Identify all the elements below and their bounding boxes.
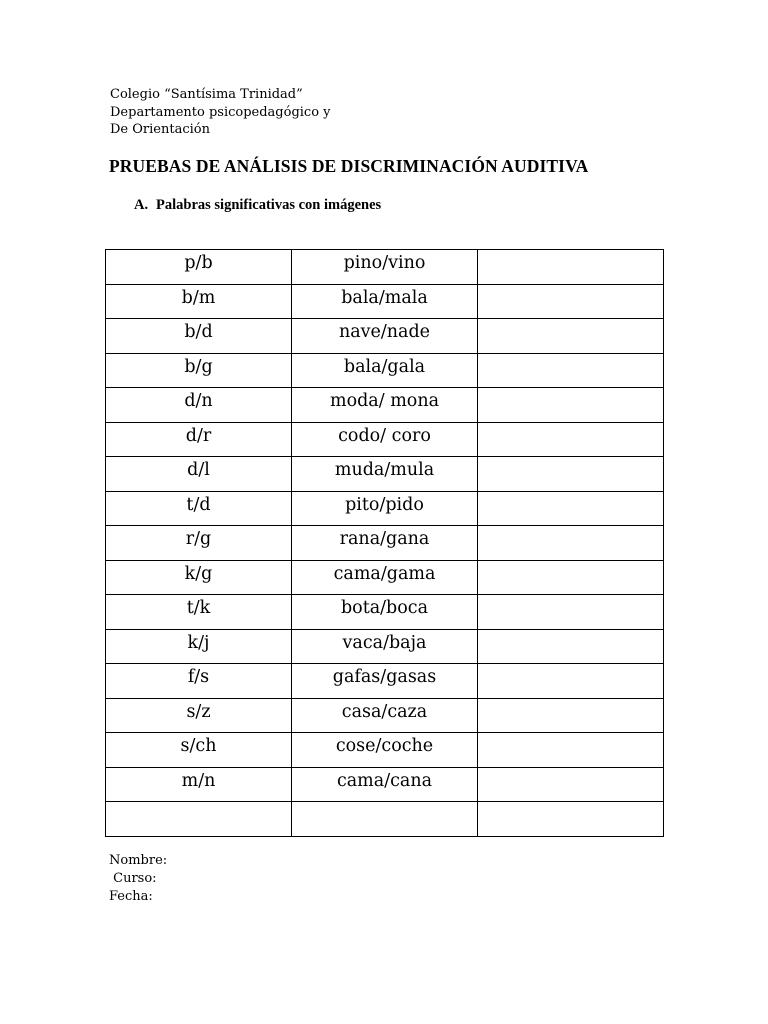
- image-cell: [478, 422, 664, 457]
- word-pair-cell: moda/ mona: [292, 388, 478, 423]
- table-row: [106, 526, 664, 561]
- image-cell: [478, 733, 664, 768]
- table-row: [106, 664, 664, 699]
- phoneme-pair-cell: f/s: [106, 664, 292, 699]
- word-pair-cell: codo/ coro: [292, 422, 478, 457]
- phoneme-pair-cell: b/g: [106, 353, 292, 388]
- word-pair-cell: [292, 802, 478, 837]
- table-row: [106, 733, 664, 768]
- department-line-continued: De Orientación: [110, 122, 210, 137]
- phoneme-pair-cell: m/n: [106, 767, 292, 802]
- image-cell: [478, 767, 664, 802]
- phoneme-pair-cell: k/g: [106, 560, 292, 595]
- table-row: [106, 457, 664, 492]
- image-cell: [478, 629, 664, 664]
- image-cell: [478, 595, 664, 630]
- word-pair-cell: cama/cana: [292, 767, 478, 802]
- table-body: [106, 250, 664, 837]
- table-row: [106, 802, 664, 837]
- table-row: [106, 422, 664, 457]
- table-row: [106, 491, 664, 526]
- table-row: [106, 767, 664, 802]
- table-row: [106, 250, 664, 285]
- table-row: [106, 629, 664, 664]
- phoneme-pair-cell: [106, 802, 292, 837]
- image-cell: [478, 526, 664, 561]
- school-header: [110, 86, 331, 139]
- table-row: [106, 353, 664, 388]
- phoneme-pair-cell: d/l: [106, 457, 292, 492]
- section-label: Palabras significativas con imágenes: [156, 197, 382, 213]
- table-row: [106, 698, 664, 733]
- image-cell: [478, 457, 664, 492]
- section-letter: A.: [134, 197, 149, 213]
- phoneme-pair-cell: t/d: [106, 491, 292, 526]
- image-cell: [478, 319, 664, 354]
- word-pair-cell: bota/boca: [292, 595, 478, 630]
- image-cell: [478, 560, 664, 595]
- image-cell: [478, 664, 664, 699]
- image-cell: [478, 698, 664, 733]
- date-label: Fecha:: [109, 889, 153, 904]
- word-pair-cell: rana/gana: [292, 526, 478, 561]
- word-pair-cell: nave/nade: [292, 319, 478, 354]
- word-pair-cell: casa/caza: [292, 698, 478, 733]
- phoneme-pair-cell: d/r: [106, 422, 292, 457]
- word-pair-cell: muda/mula: [292, 457, 478, 492]
- phoneme-pair-cell: r/g: [106, 526, 292, 561]
- phoneme-pair-cell: k/j: [106, 629, 292, 664]
- word-pair-cell: vaca/baja: [292, 629, 478, 664]
- word-pair-cell: pito/pido: [292, 491, 478, 526]
- phoneme-pair-cell: s/z: [106, 698, 292, 733]
- phoneme-pair-cell: d/n: [106, 388, 292, 423]
- image-cell: [478, 388, 664, 423]
- department-line: Departamento psicopedagógico y: [110, 104, 331, 120]
- word-pair-cell: bala/mala: [292, 284, 478, 319]
- document-title: PRUEBAS DE ANÁLISIS DE DISCRIMINACIÓN AUDITIVA: [109, 156, 589, 176]
- phoneme-pair-cell: s/ch: [106, 733, 292, 768]
- word-pair-cell: bala/gala: [292, 353, 478, 388]
- image-cell: [478, 491, 664, 526]
- phoneme-pair-cell: b/m: [106, 284, 292, 319]
- word-pair-cell: gafas/gasas: [292, 664, 478, 699]
- image-cell: [478, 353, 664, 388]
- course-label: Curso:: [109, 871, 157, 886]
- table-row: [106, 284, 664, 319]
- table-row: [106, 595, 664, 630]
- word-pair-cell: cama/gama: [292, 560, 478, 595]
- image-cell: [478, 250, 664, 285]
- table-row: [106, 388, 664, 423]
- phoneme-pairs-table: [105, 249, 664, 837]
- image-cell: [478, 284, 664, 319]
- name-label: Nombre:: [109, 853, 168, 868]
- phoneme-pair-cell: b/d: [106, 319, 292, 354]
- word-pair-cell: cose/coche: [292, 733, 478, 768]
- section-heading: [134, 197, 381, 214]
- phoneme-pair-cell: t/k: [106, 595, 292, 630]
- phoneme-pair-cell: p/b: [106, 250, 292, 285]
- school-name: Colegio “Santísima Trinidad”: [110, 87, 303, 102]
- student-info: [109, 852, 167, 906]
- table-row: [106, 560, 664, 595]
- image-cell: [478, 802, 664, 837]
- table-row: [106, 319, 664, 354]
- word-pair-cell: pino/vino: [292, 250, 478, 285]
